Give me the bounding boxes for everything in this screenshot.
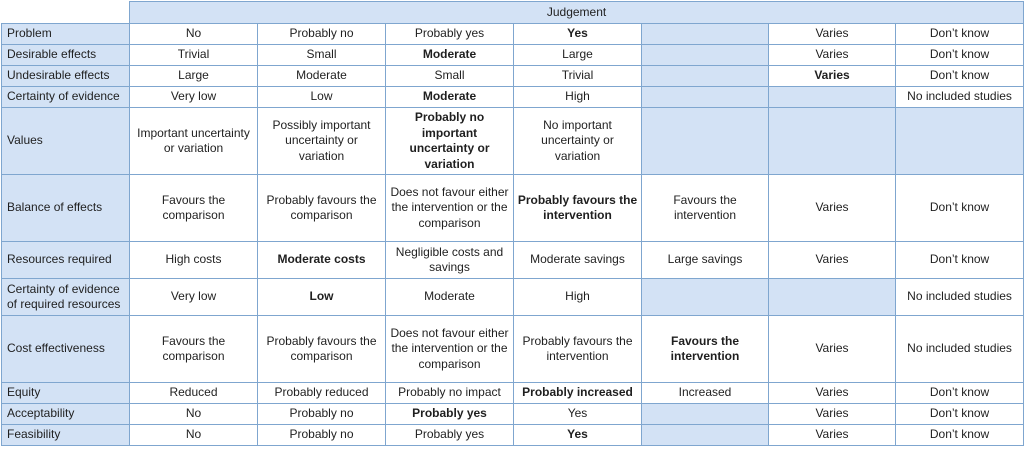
table-cell: Yes (514, 425, 642, 446)
table-cell: Negligible costs and savings (386, 242, 514, 279)
table-cell: Varies (769, 316, 896, 383)
table-cell: Don’t know (896, 45, 1024, 66)
table-cell: Moderate (386, 279, 514, 316)
table-cell: Trivial (514, 66, 642, 87)
table-cell: Moderate (258, 66, 386, 87)
table-cell (642, 108, 769, 175)
table-cell (642, 425, 769, 446)
table-cell: Very low (130, 279, 258, 316)
row-label: Balance of effects (2, 175, 130, 242)
table-cell: Varies (769, 66, 896, 87)
table-cell: Important uncertainty or variation (130, 108, 258, 175)
row-label: Feasibility (2, 425, 130, 446)
table-cell: High (514, 87, 642, 108)
table-cell: Varies (769, 175, 896, 242)
table-cell: High (514, 279, 642, 316)
table-cell: Don’t know (896, 404, 1024, 425)
table-cell: No (130, 404, 258, 425)
table-cell: Large (514, 45, 642, 66)
table-cell: Don’t know (896, 175, 1024, 242)
table-cell: Probably yes (386, 425, 514, 446)
table-cell: No included studies (896, 279, 1024, 316)
table-cell: Does not favour either the intervention or the comparison (386, 175, 514, 242)
table-cell: Varies (769, 425, 896, 446)
table-cell: Probably no (258, 24, 386, 45)
table-cell: Yes (514, 404, 642, 425)
table-cell: No (130, 425, 258, 446)
table-cell: Varies (769, 383, 896, 404)
row-label: Acceptability (2, 404, 130, 425)
table-cell: No included studies (896, 87, 1024, 108)
table-cell: Yes (514, 24, 642, 45)
header-row (2, 2, 1024, 24)
table-cell: Favours the intervention (642, 175, 769, 242)
table-cell: Possibly important uncertainty or variation (258, 108, 386, 175)
table-cell (769, 87, 896, 108)
row-label: Problem (2, 24, 130, 45)
table-cell (642, 24, 769, 45)
table-cell: Large savings (642, 242, 769, 279)
table-cell: Low (258, 279, 386, 316)
row-label: Resources required (2, 242, 130, 279)
table-row (2, 87, 1024, 108)
table-cell: Varies (769, 242, 896, 279)
table-cell: Trivial (130, 45, 258, 66)
table-cell: Low (258, 87, 386, 108)
table-row (2, 316, 1024, 383)
table-cell: Varies (769, 45, 896, 66)
judgement-table (1, 1, 1024, 446)
table-cell: Don’t know (896, 242, 1024, 279)
table-cell: Probably yes (386, 24, 514, 45)
corner-cell (2, 2, 130, 24)
table-row (2, 66, 1024, 87)
table-cell: Probably yes (386, 404, 514, 425)
table-cell: Probably favours the intervention (514, 316, 642, 383)
judgement-header: Judgement (130, 2, 1024, 24)
table-cell: Probably favours the comparison (258, 316, 386, 383)
table-row (2, 175, 1024, 242)
table-cell: High costs (130, 242, 258, 279)
table-cell: Varies (769, 404, 896, 425)
table-cell: Small (386, 66, 514, 87)
table-cell: Probably favours the comparison (258, 175, 386, 242)
row-label: Desirable effects (2, 45, 130, 66)
table-cell (642, 87, 769, 108)
table-cell: Large (130, 66, 258, 87)
table-cell (642, 404, 769, 425)
table-cell: Don’t know (896, 24, 1024, 45)
table-cell: Increased (642, 383, 769, 404)
table-row (2, 108, 1024, 175)
table-cell: Probably no (258, 404, 386, 425)
table-cell: Favours the comparison (130, 175, 258, 242)
table-cell (642, 45, 769, 66)
table-cell: Moderate costs (258, 242, 386, 279)
table-cell: Moderate (386, 45, 514, 66)
table-row (2, 45, 1024, 66)
table-cell: Varies (769, 24, 896, 45)
table-cell: Favours the comparison (130, 316, 258, 383)
table-cell: No important uncertainty or variation (514, 108, 642, 175)
table-cell: Moderate (386, 87, 514, 108)
table-cell (642, 279, 769, 316)
table-cell (896, 108, 1024, 175)
table-cell: Moderate savings (514, 242, 642, 279)
table-cell: Probably reduced (258, 383, 386, 404)
table-cell: Probably no impact (386, 383, 514, 404)
table-cell: Favours the intervention (642, 316, 769, 383)
table-cell: Don’t know (896, 66, 1024, 87)
row-label: Equity (2, 383, 130, 404)
table-row (2, 24, 1024, 45)
table-row (2, 404, 1024, 425)
table-cell: Probably no (258, 425, 386, 446)
table-cell: Probably increased (514, 383, 642, 404)
row-label: Values (2, 108, 130, 175)
table-cell: No (130, 24, 258, 45)
table-cell (769, 108, 896, 175)
table-cell: Reduced (130, 383, 258, 404)
row-label: Certainty of evidence (2, 87, 130, 108)
row-label: Undesirable effects (2, 66, 130, 87)
table-cell (769, 279, 896, 316)
table-cell: Probably no important uncertainty or variation (386, 108, 514, 175)
table-cell: Small (258, 45, 386, 66)
table-cell: Very low (130, 87, 258, 108)
row-label: Cost effectiveness (2, 316, 130, 383)
table-cell: Does not favour either the intervention or the comparison (386, 316, 514, 383)
row-label: Certainty of evidence of required resources (2, 279, 130, 316)
table-row (2, 279, 1024, 316)
table-row (2, 242, 1024, 279)
table-cell: Don’t know (896, 383, 1024, 404)
table-row (2, 383, 1024, 404)
table-cell (642, 66, 769, 87)
table-row (2, 425, 1024, 446)
table-cell: No included studies (896, 316, 1024, 383)
table-cell: Don’t know (896, 425, 1024, 446)
table-cell: Probably favours the intervention (514, 175, 642, 242)
